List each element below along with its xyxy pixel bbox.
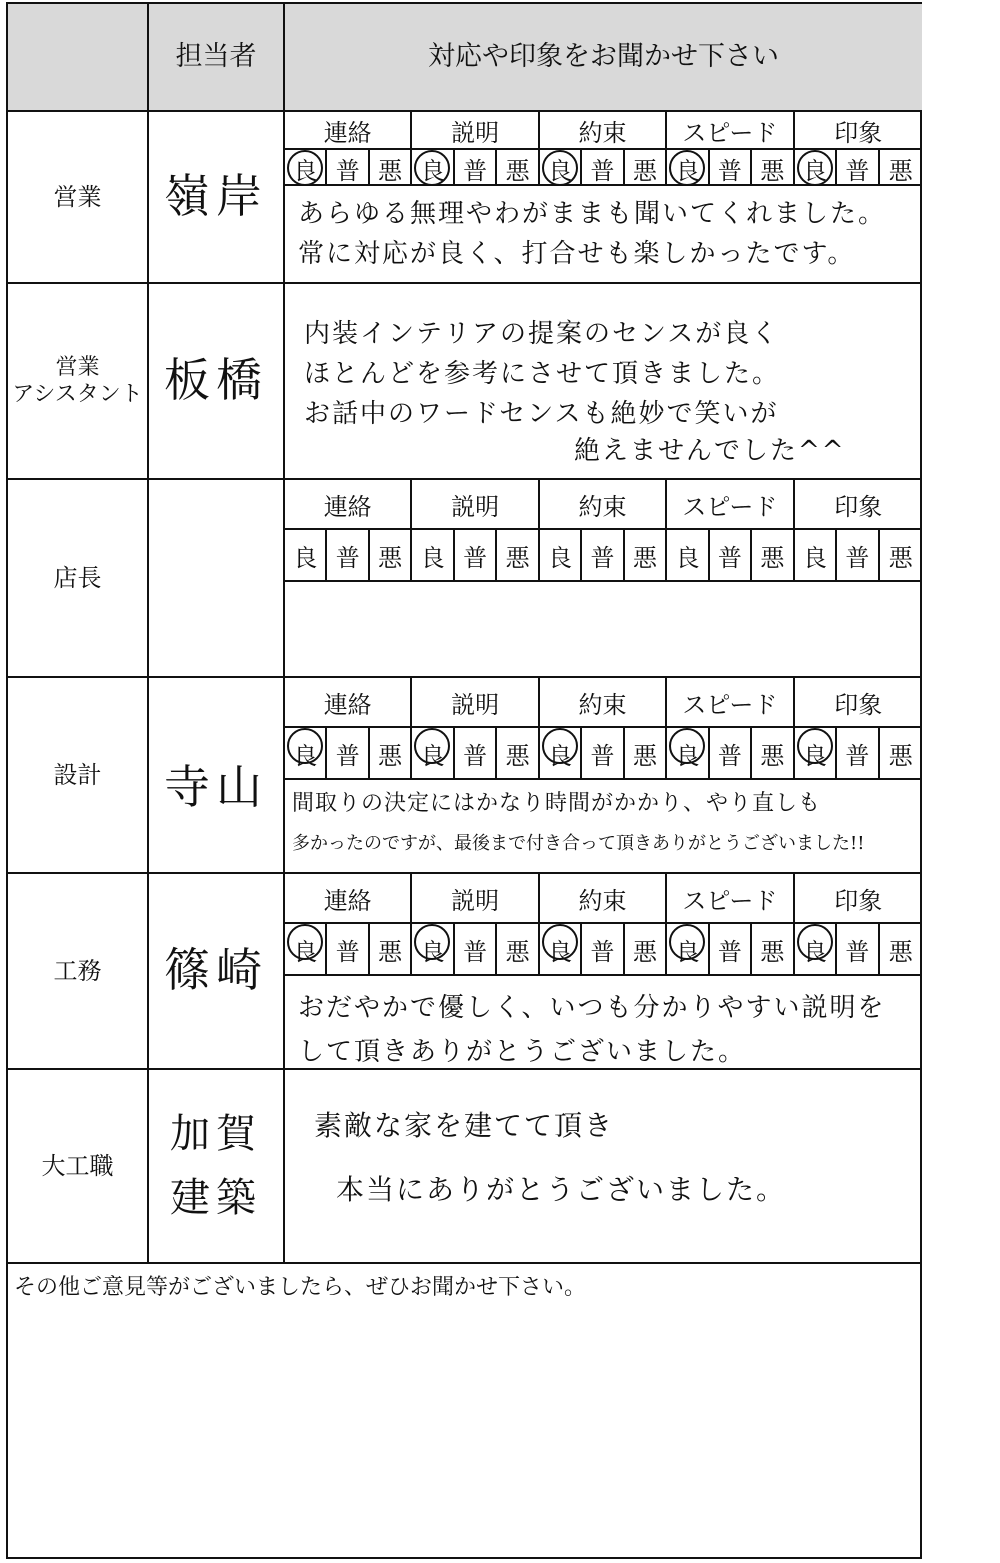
grade-bad[interactable]: 悪	[370, 728, 412, 778]
category-speed: スピード	[667, 480, 794, 528]
rating-bottom-line	[285, 778, 922, 780]
survey-sheet	[6, 2, 922, 1559]
category-promise: 約束	[540, 678, 667, 726]
category-impression: 印象	[834, 886, 883, 915]
category-promise: 約束	[540, 480, 667, 528]
comment-carpenter	[314, 1094, 786, 1222]
grade-bad[interactable]: 悪	[370, 924, 412, 974]
name-sales-assistant: 板橋	[164, 353, 268, 408]
grade-average[interactable]: 普	[455, 728, 497, 778]
category-impression: 印象	[834, 118, 883, 147]
grade-good[interactable]: 良	[285, 530, 327, 580]
grade-average[interactable]: 普	[582, 728, 624, 778]
comment-sales	[298, 194, 886, 274]
grade-good[interactable]: 良	[412, 728, 454, 778]
grade-average[interactable]: 普	[582, 924, 624, 974]
category-explanation: 説明	[412, 874, 539, 922]
grade-bad[interactable]: 悪	[888, 156, 913, 185]
grade-bad[interactable]: 悪	[497, 728, 539, 778]
grade-good[interactable]: 良	[412, 530, 454, 580]
category-speed: スピード	[667, 112, 794, 148]
grade-bad[interactable]: 悪	[888, 543, 913, 572]
category-contact: 連絡	[285, 874, 412, 922]
role-construction: 工務	[53, 957, 102, 985]
grade-average[interactable]: 普	[837, 150, 879, 186]
grade-average[interactable]: 普	[837, 728, 879, 778]
category-explanation: 説明	[412, 678, 539, 726]
comment-line: 素敵な家を建てて頂き	[314, 1109, 615, 1142]
comment-construction	[298, 986, 885, 1074]
grade-good[interactable]: 良	[540, 924, 582, 974]
name-line: 建築	[170, 1175, 262, 1221]
category-explanation: 説明	[412, 480, 539, 528]
name-sales: 嶺岸	[164, 169, 268, 224]
grade-good[interactable]: 良	[795, 924, 837, 974]
grade-average[interactable]: 普	[582, 530, 624, 580]
grade-average[interactable]: 普	[327, 530, 369, 580]
grade-good[interactable]: 良	[667, 924, 709, 974]
grade-good[interactable]: 良	[795, 728, 837, 778]
role-line: 営業	[55, 354, 100, 380]
role-sales: 営業	[53, 183, 102, 211]
grade-average[interactable]: 普	[327, 728, 369, 778]
category-contact: 連絡	[285, 480, 412, 528]
category-contact: 連絡	[285, 678, 412, 726]
comment-line: 本当にありがとうございました。	[336, 1173, 787, 1206]
category-speed: スピード	[667, 678, 794, 726]
comment-line: あらゆる無理やわがままも聞いてくれました。	[298, 199, 887, 229]
comment-line: して頂きありがとうございました。	[298, 1037, 747, 1067]
name-line: 加賀	[170, 1111, 262, 1157]
grade-average[interactable]: 普	[327, 150, 369, 186]
role-design: 設計	[53, 761, 102, 789]
grade-average[interactable]: 普	[455, 150, 497, 186]
rating-bottom-line	[285, 974, 922, 976]
grade-good[interactable]: 良	[667, 150, 709, 186]
comment-line: 間取りの決定にはかなり時間がかかり、やり直しも	[292, 791, 822, 816]
grade-bad[interactable]: 悪	[752, 924, 794, 974]
comment-line: 多かったのですが、最後まで付き合って頂きありがとうございました!!	[292, 833, 865, 854]
grade-bad[interactable]: 悪	[497, 150, 539, 186]
grade-bad[interactable]: 悪	[752, 150, 794, 186]
grade-good[interactable]: 良	[285, 150, 327, 186]
grade-good[interactable]: 良	[795, 150, 837, 186]
grade-average[interactable]: 普	[455, 530, 497, 580]
rating-bottom-line	[285, 580, 922, 582]
grade-bad[interactable]: 悪	[752, 728, 794, 778]
name-design: 寺山	[164, 760, 268, 815]
grade-bad[interactable]: 悪	[370, 150, 412, 186]
comment-line: 内装インテリアの提案のセンスが良く	[304, 319, 780, 349]
category-explanation: 説明	[412, 112, 539, 148]
grade-good[interactable]: 良	[412, 150, 454, 186]
grade-good[interactable]: 良	[285, 728, 327, 778]
other-comments-prompt: その他ご意見等がございましたら、ぜひお聞かせ下さい。	[14, 1275, 587, 1300]
divider-name-comment	[283, 4, 285, 1262]
grade-good[interactable]: 良	[540, 530, 582, 580]
category-speed: スピード	[667, 874, 794, 922]
grade-good[interactable]: 良	[285, 924, 327, 974]
category-impression: 印象	[834, 690, 883, 719]
grade-bad[interactable]: 悪	[625, 530, 667, 580]
grade-bad[interactable]: 悪	[497, 924, 539, 974]
header-person: 担当者	[175, 41, 257, 73]
grade-good[interactable]: 良	[667, 530, 709, 580]
role-sales-assistant	[8, 284, 147, 478]
grade-average[interactable]: 普	[710, 728, 752, 778]
role-line: アシスタント	[12, 382, 143, 407]
grade-bad[interactable]: 悪	[625, 924, 667, 974]
comment-design	[292, 784, 864, 864]
row-divider	[8, 1262, 922, 1264]
grade-good[interactable]: 良	[412, 924, 454, 974]
grade-average[interactable]: 普	[837, 924, 879, 974]
grade-bad[interactable]: 悪	[497, 530, 539, 580]
grade-average[interactable]: 普	[582, 150, 624, 186]
category-contact: 連絡	[285, 112, 412, 148]
grade-average[interactable]: 普	[710, 150, 752, 186]
grade-bad[interactable]: 悪	[625, 150, 667, 186]
grade-good[interactable]: 良	[540, 728, 582, 778]
comment-line: 常に対応が良く、打合せも楽しかったです。	[298, 239, 856, 269]
grade-bad[interactable]: 悪	[370, 530, 412, 580]
grade-average[interactable]: 普	[837, 530, 879, 580]
name-carpenter	[149, 1070, 283, 1262]
comment-line: お話中のワードセンスも絶妙で笑いが	[304, 399, 779, 429]
other-comments-area[interactable]	[10, 1304, 918, 1554]
grade-bad[interactable]: 悪	[752, 530, 794, 580]
comment-line: ほとんどを参考にさせて頂きました。	[304, 359, 781, 389]
grade-good[interactable]: 良	[795, 530, 837, 580]
grade-good[interactable]: 良	[667, 728, 709, 778]
grade-good[interactable]: 良	[540, 150, 582, 186]
grade-average[interactable]: 普	[710, 924, 752, 974]
comment-sales-assistant	[304, 314, 846, 468]
category-impression: 印象	[834, 492, 883, 521]
header-request: 対応や印象をお聞かせ下さい	[428, 41, 779, 73]
name-construction: 篠崎	[164, 943, 268, 998]
grade-bad[interactable]: 悪	[888, 741, 913, 770]
grade-average[interactable]: 普	[455, 924, 497, 974]
category-promise: 約束	[540, 112, 667, 148]
comment-line: おだやかで優しく、いつも分かりやすい説明を	[298, 993, 886, 1023]
category-promise: 約束	[540, 874, 667, 922]
grade-bad[interactable]: 悪	[625, 728, 667, 778]
grade-average[interactable]: 普	[327, 924, 369, 974]
grade-average[interactable]: 普	[710, 530, 752, 580]
grade-bad[interactable]: 悪	[888, 937, 913, 966]
comment-line: 絶えませんでした^^	[574, 436, 846, 466]
role-store-manager: 店長	[53, 564, 102, 592]
role-carpenter: 大工職	[41, 1152, 114, 1180]
